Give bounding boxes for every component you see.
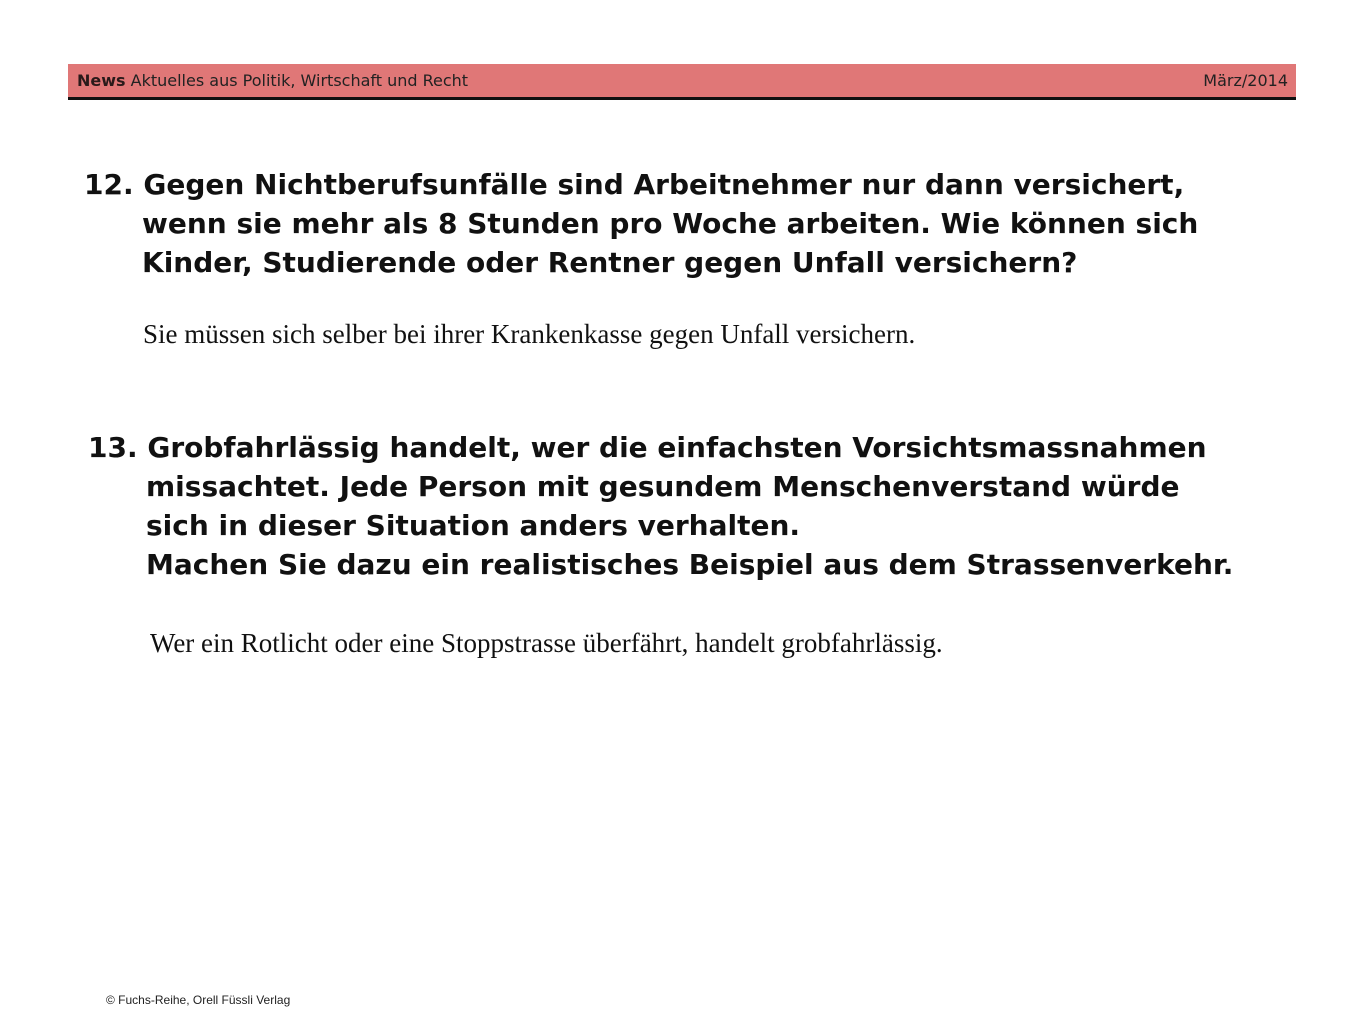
answer-12: Sie müssen sich selber bei ihrer Krankenkasse gegen Unfall versichern.: [143, 319, 916, 349]
answer-13: Wer ein Rotlicht oder eine Stoppstrasse überfährt, handelt grobfahrlässig.: [150, 628, 943, 658]
header-band: [68, 64, 1296, 100]
question-text: Grobfahrlässig handelt, wer die einfachsten Vorsichtsmassnahmen: [147, 431, 1207, 464]
question-number: 12.: [84, 168, 134, 201]
header-subtitle: Aktuelles aus Politik, Wirtschaft und Recht: [130, 71, 469, 90]
question-line: [88, 428, 1233, 467]
question-13: [88, 428, 1233, 584]
question-line: sich in dieser Situation anders verhalten.: [146, 509, 801, 542]
question-12: [84, 165, 1198, 282]
question-line: Machen Sie dazu ein realistisches Beispiel aus dem Strassenverkehr.: [146, 548, 1234, 581]
footer-copyright: © Fuchs-Reihe, Orell Füssli Verlag: [106, 993, 291, 1007]
question-line: Kinder, Studierende oder Rentner gegen Unfall versichern?: [142, 246, 1078, 279]
question-line: [84, 165, 1198, 204]
header-title: [77, 65, 468, 97]
question-text: Gegen Nichtberufsunfälle sind Arbeitnehmer nur dann versichert,: [143, 168, 1185, 201]
question-line: wenn sie mehr als 8 Stunden pro Woche arbeiten. Wie können sich: [142, 207, 1199, 240]
header-date: März/2014: [1203, 71, 1288, 90]
header-brand: News: [77, 71, 126, 90]
question-line: missachtet. Jede Person mit gesundem Menschenverstand würde: [146, 470, 1180, 503]
question-number: 13.: [88, 431, 138, 464]
